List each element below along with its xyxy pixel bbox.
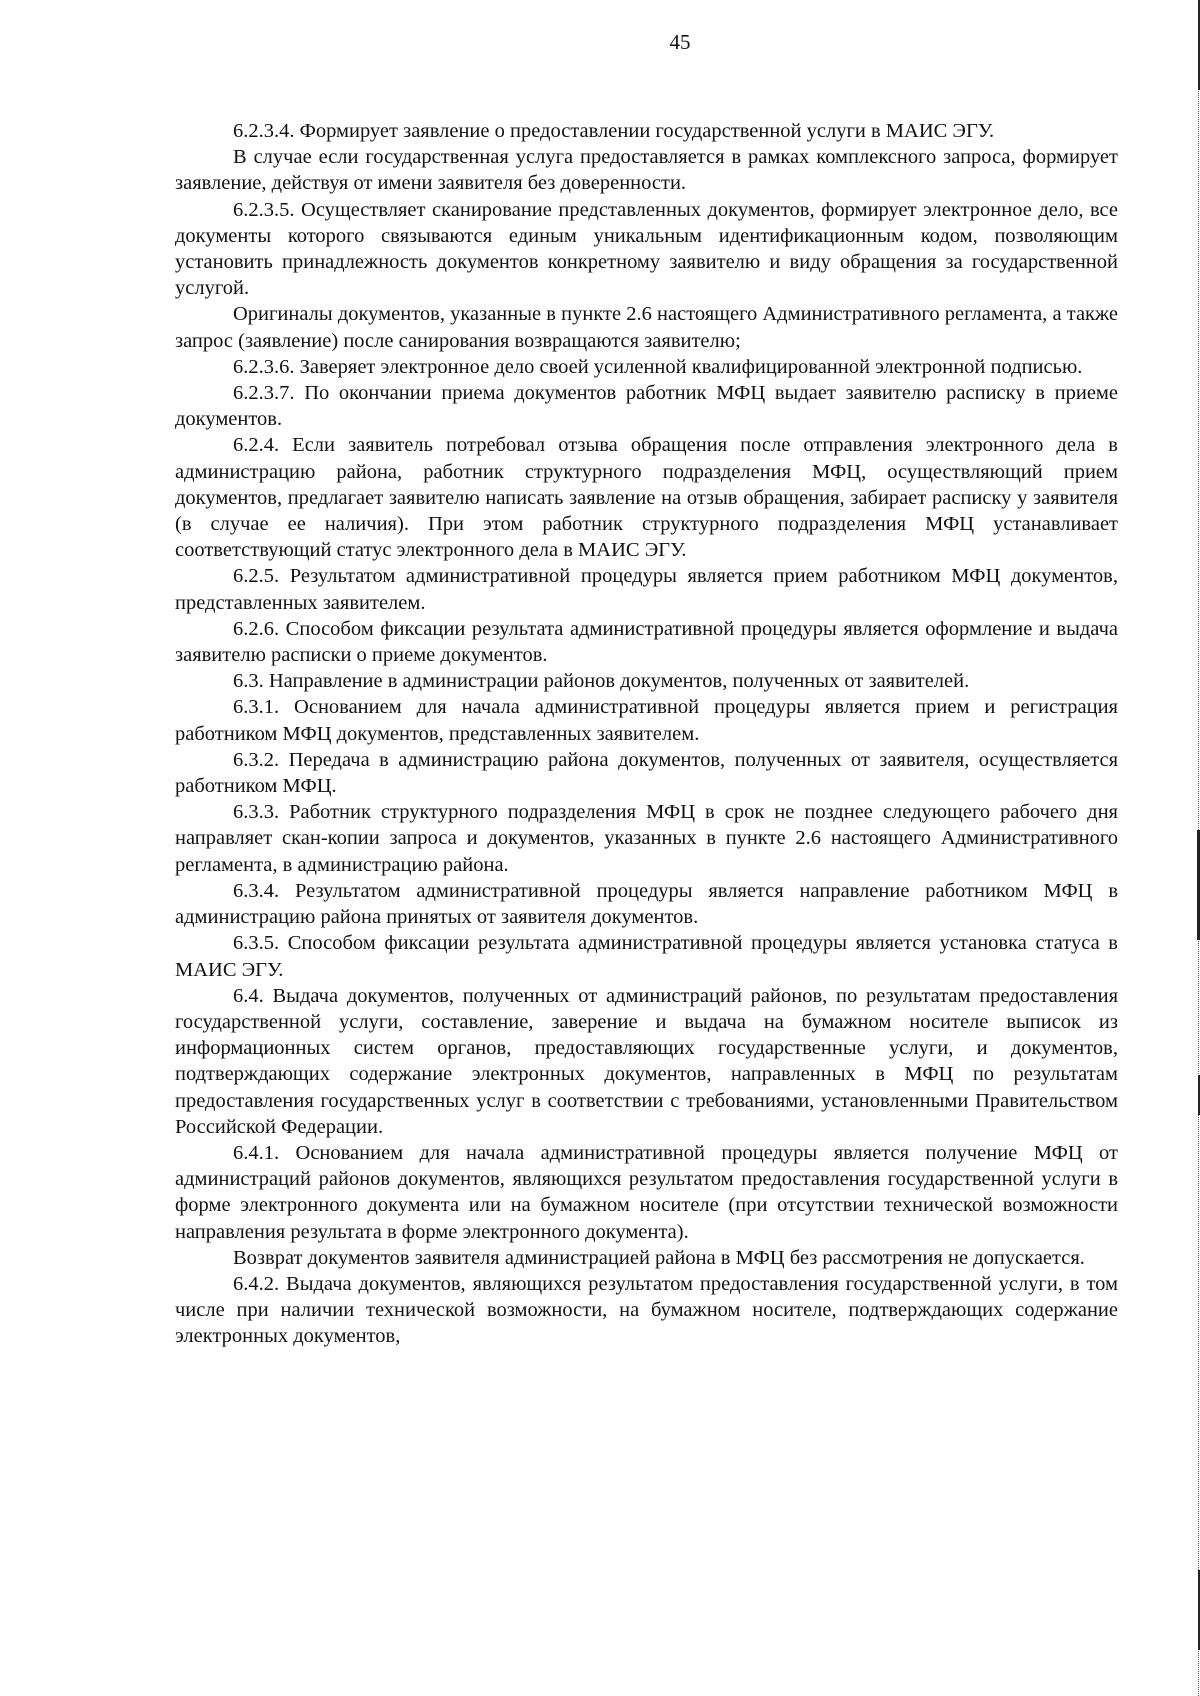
paragraph: 6.4. Выдача документов, полученных от администраций районов, по результатам предоставления государственной услуги, составление, заверение и выдача на бумажном носителе выписок из информационных систем органов, предоставляющих государственные услуги, и документов, подтверждающих содержание электронных документов, направленных в МФЦ по результатам предоставления государственных услуг в соответствии с требованиями, установленными Правительством Российской Федерации.: [175, 984, 1118, 1138]
paragraph: 6.2.3.4. Формирует заявление о предоставлении государственной услуги в МАИС ЭГУ.: [233, 120, 995, 142]
paragraph: 6.2.3.7. По окончании приема документов работник МФЦ выдает заявителю расписку в приеме документов.: [175, 382, 1118, 431]
paragraph: Оригиналы документов, указанные в пункте 2.6 настоящего Административного регламента, а также запрос (заявление) после санирования возвращаются заявителю;: [175, 303, 1118, 352]
paragraph: 6.2.5. Результатом административной процедуры является прием работником МФЦ документов, представленных заявителем.: [175, 565, 1118, 614]
paragraph: 6.3.4. Результатом административной процедуры является направление работником МФЦ в администрацию района принятых от заявителя документов.: [175, 879, 1118, 929]
paragraph: 6.2.4. Если заявитель потребовал отзыва обращения после отправления электронного дела в администрацию района, работник структурного подразделения МФЦ, осуществляющий прием документов, предлагает заявителю написать заявление на отзыв обращения, забирает расписку у заявителя (в случае ее наличия). При этом работник структурного подразделения МФЦ устанавливает соответствующий статус электронного дела в МАИС ЭГУ.: [175, 434, 1118, 562]
paragraph: Возврат документов заявителя администрацией района в МФЦ без рассмотрения не допускается.: [233, 1246, 1085, 1269]
paragraph: 6.3. Направление в администрации районов документов, полученных от заявителей.: [233, 670, 970, 693]
paragraph: В случае если государственная услуга предоставляется в рамках комплексного запроса, формирует заявление, действуя от имени заявителя без доверенности.: [175, 146, 1118, 195]
paragraph: 6.3.5. Способом фиксации результата административной процедуры является установка статуса в МАИС ЭГУ.: [175, 932, 1118, 981]
paragraph: 6.3.3. Работник структурного подразделения МФЦ в срок не позднее следующего рабочего дня направляет скан-копии запроса и документов, указанных в пункте 2.6 настоящего Административного регламента, в администрацию района.: [175, 801, 1118, 876]
paragraph: 6.2.6. Способом фиксации результата административной процедуры является оформление и выдача заявителю расписки о приеме документов.: [175, 617, 1118, 667]
paragraph: 6.3.2. Передача в администрацию района документов, полученных от заявителя, осуществляется работником МФЦ.: [175, 748, 1118, 798]
document-body: [175, 118, 1118, 1350]
paragraph: 6.4.1. Основанием для начала административной процедуры является получение МФЦ от администраций районов документов, являющихся результатом предоставления государственной услуги в форме электронного документа или на бумажном носителе (при отсутствии технической возможности направления результата в форме электронного документа).: [175, 1141, 1118, 1243]
paragraph: 6.3.1. Основанием для начала административной процедуры является прием и регистрация работником МФЦ документов, представленных заявителем.: [175, 696, 1118, 745]
page-number: 45: [669, 30, 691, 54]
paragraph: 6.2.3.5. Осуществляет сканирование представленных документов, формирует электронное дело, все документы которого связываются единым уникальным идентификационным кодом, позволяющим установить принадлежность документов конкретному заявителю и виду обращения за государственной услугой.: [175, 198, 1118, 300]
paragraph: 6.4.2. Выдача документов, являющихся результатом предоставления государственной услуги, в том числе при наличии технической возможности, на бумажном носителе, подтверждающих содержание электронных документов,: [175, 1272, 1118, 1348]
paragraph: 6.2.3.6. Заверяет электронное дело своей усиленной квалифицированной электронной подписью.: [233, 355, 1083, 378]
